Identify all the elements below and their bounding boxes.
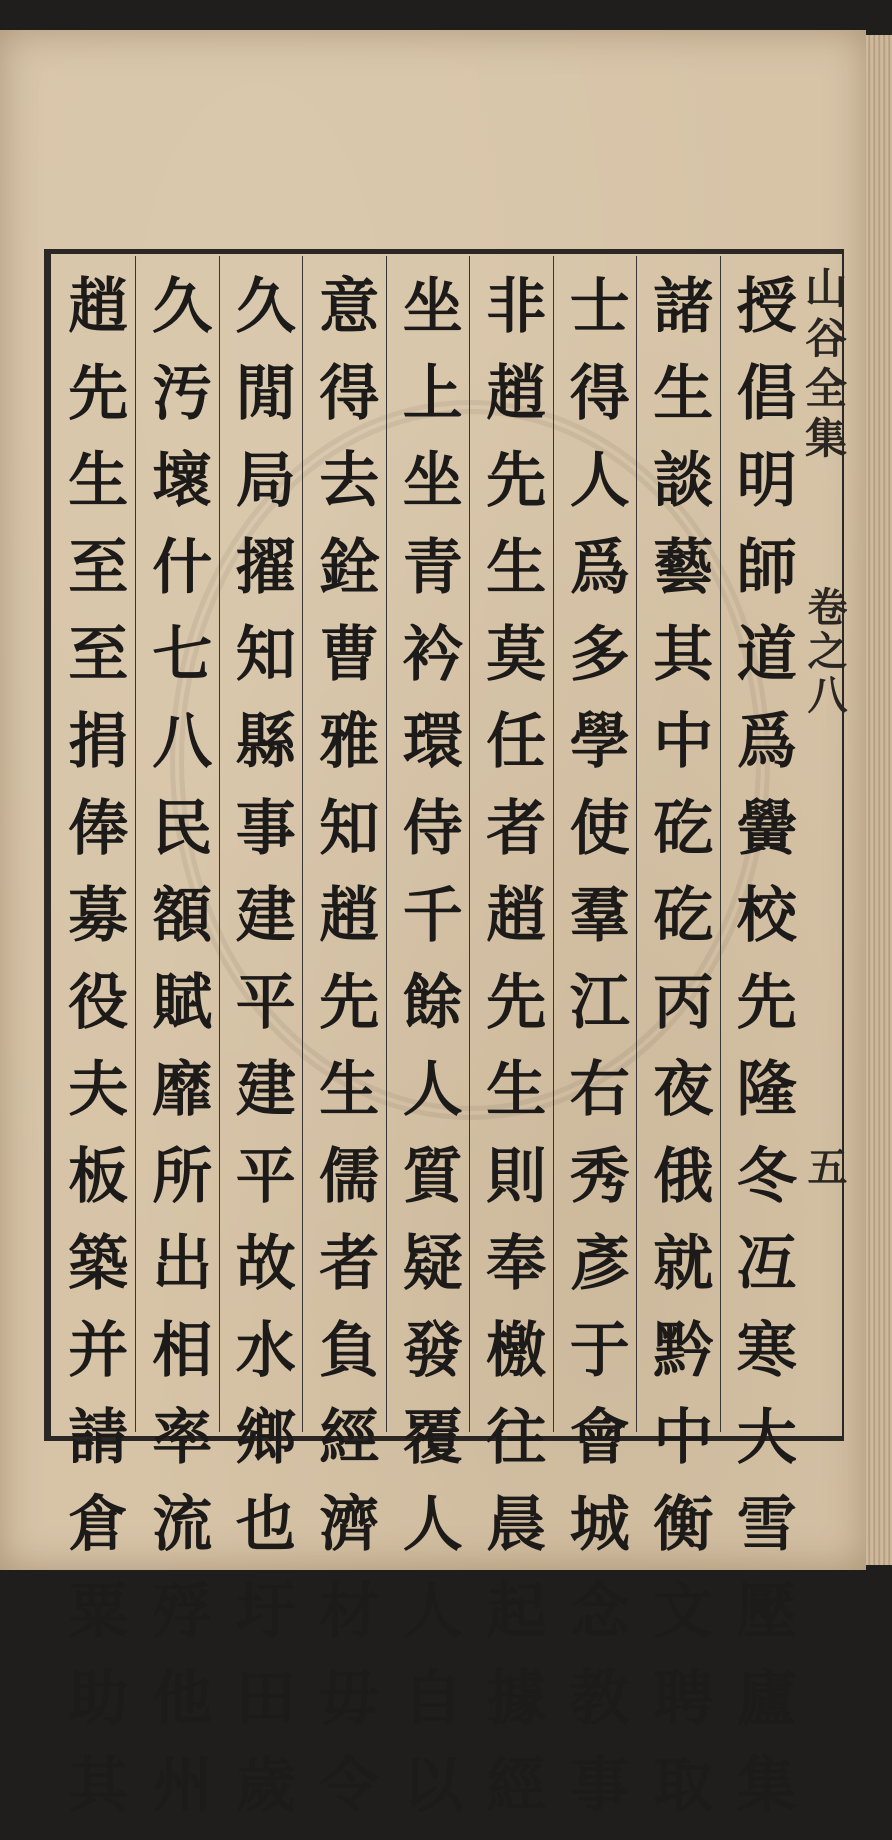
text-column-3 (553, 256, 637, 1840)
column-text: 士得人爲多學使羣江右秀彥于會城念教事 (559, 274, 630, 1840)
text-column-2 (636, 256, 720, 1840)
column-text: 諸生談藝其中矻矻丙夜俄就黔中衡文聘取 (643, 274, 714, 1840)
column-text: 非趙先生莫任者趙先生則奉檄往晨起據經 (476, 274, 547, 1840)
text-columns (51, 256, 803, 1840)
column-text: 意得去銓曹雅知趙先生儒者負經濟材毋令 (309, 274, 380, 1840)
text-column-5 (386, 256, 470, 1840)
block-center-margin (799, 256, 848, 1432)
text-column-8 (135, 256, 219, 1840)
text-column-7 (219, 256, 303, 1840)
text-column-9 (52, 256, 136, 1840)
banxin-juan: 卷之八 (801, 586, 848, 718)
page-edges (866, 35, 892, 1565)
column-text: 久汚壞什七八民額賦靡所出相率流殍他州 (142, 274, 213, 1840)
column-text: 授倡明師道爲黌校先隆冬冱寒大雪壓廬集 (726, 274, 797, 1840)
banxin-title: 山谷全集 (799, 266, 848, 466)
column-text: 坐上坐青衿環侍千餘人質疑發覆人人自以 (392, 274, 463, 1840)
column-text: 趙先生至至捐俸募役夫板築并請倉粟助其 (58, 274, 129, 1840)
banxin-page-number: 五 (801, 1146, 848, 1186)
text-column-4 (469, 256, 553, 1840)
text-column-1 (720, 256, 804, 1840)
column-text: 久閒局擢知縣事建平建平故水鄉也圩田歲 (225, 274, 296, 1840)
text-column-6 (302, 256, 386, 1840)
